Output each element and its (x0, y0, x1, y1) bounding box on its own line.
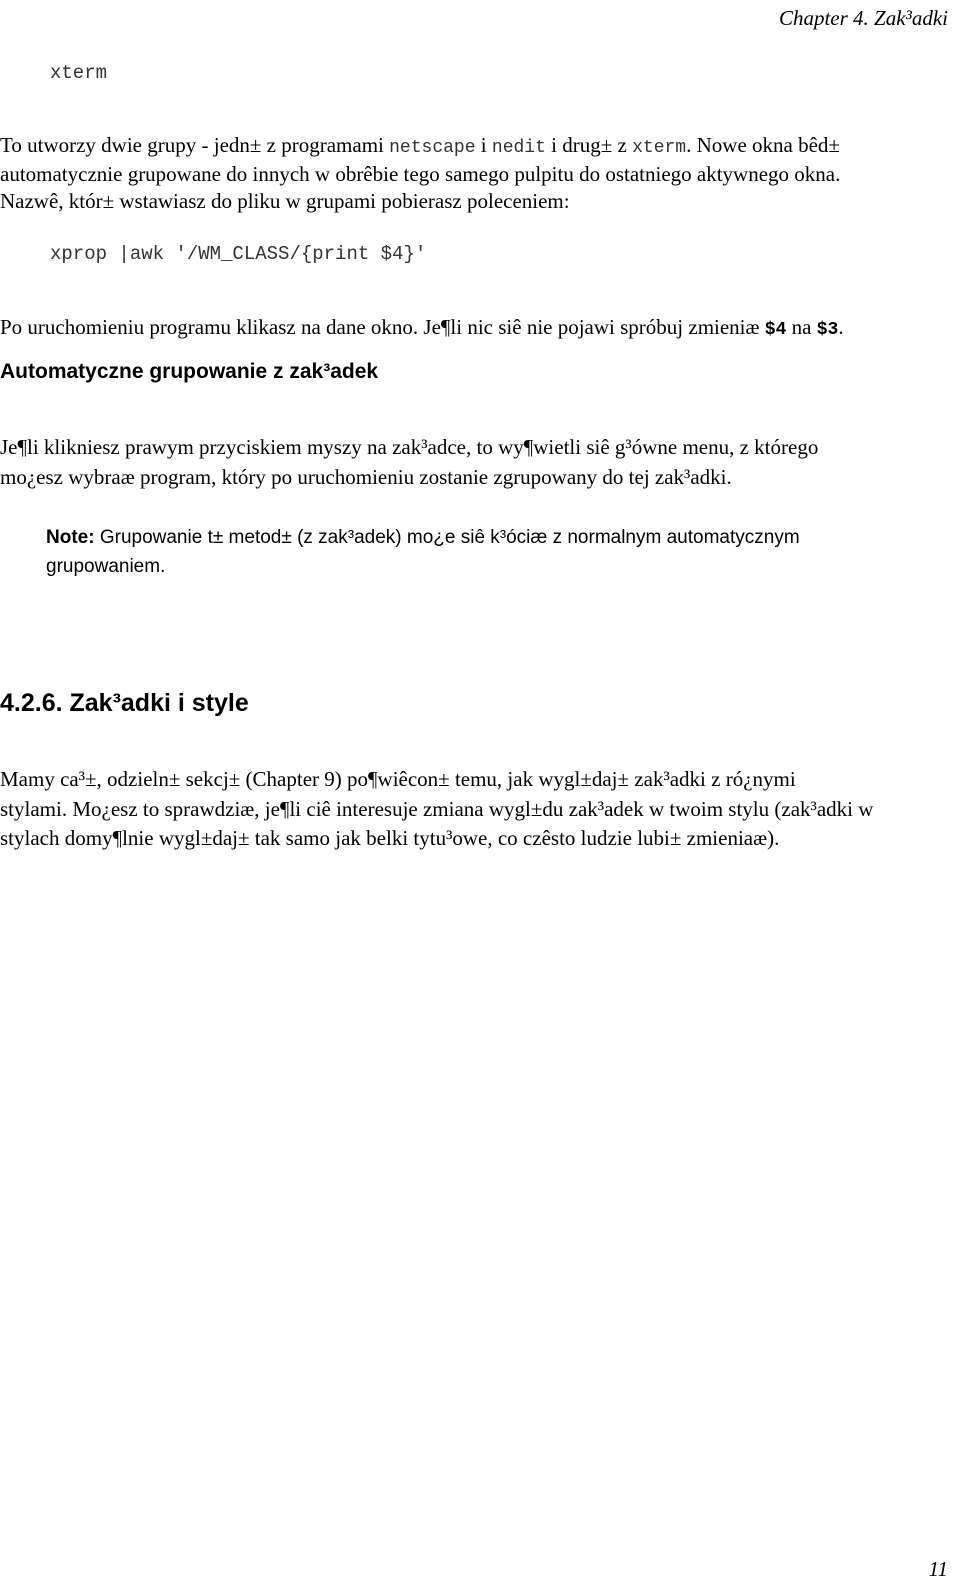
text-span: i drug± z (545, 133, 633, 157)
paragraph-line (0, 131, 840, 163)
note-line (46, 523, 800, 552)
note-label: Note: (46, 527, 95, 548)
paragraph-line: stylach domy¶lnie wygl±daj± tak samo jak belki tytu³owe, co czêsto ludzie lubi± zmieniaæ). (0, 826, 780, 850)
note-text: Grupowanie t± metod± (z zak³adek) mo¿e siê k³óciæ z normalnym automatycznym (94, 527, 800, 548)
paragraph-line: Je¶li klikniesz prawym przyciskiem myszy na zak³adce, to wy¶wietli siê g³ówne menu, z którego (0, 435, 819, 459)
inline-code: netscape (389, 138, 476, 158)
text-span: i (475, 133, 492, 157)
inline-code: $3 (816, 320, 839, 340)
code-block-xprop: xprop |awk '/WM_CLASS/{print $4}' (50, 243, 427, 265)
paragraph-line: mo¿esz wybraæ program, który po uruchomieniu zostanie zgrupowany do tej zak³adki. (0, 465, 732, 489)
paragraph-line: Mamy ca³±, odzieln± sekcj± (Chapter 9) po¶wiêcon± temu, jak wygl±daj± zak³adki z ró¿nymi (0, 767, 796, 791)
inline-code: $4 (764, 320, 787, 340)
section-heading: 4.2.6. Zak³adki i style (0, 689, 249, 717)
paragraph-line: automatycznie grupowane do innych w obrêbie tego samego pulpitu do ostatniego aktywnego okna. (0, 162, 841, 186)
inline-code: xterm (632, 138, 687, 158)
text-span: To utworzy dwie grupy - jedn± z programami (0, 133, 390, 157)
running-header: Chapter 4. Zak³adki (778, 6, 948, 30)
section-heading: Automatyczne grupowanie z zak³adek (0, 360, 379, 383)
text-span: na (786, 315, 817, 339)
text-span: . (838, 315, 844, 339)
text-span: Po uruchomieniu programu klikasz na dane okno. Je¶li nic siê nie pojawi spróbuj zmieniæ (0, 315, 765, 339)
paragraph-line (0, 313, 844, 345)
text-span: . Nowe okna bêd± (686, 133, 840, 157)
inline-code: nedit (491, 138, 546, 158)
page-number: 11 (928, 1557, 948, 1581)
code-block-xterm: xterm (50, 62, 108, 84)
paragraph-line: stylami. Mo¿esz to sprawdziæ, je¶li ciê interesuje zmiana wygl±du zak³adek w twoim stylu (zak³adki w (0, 797, 874, 821)
note-line: grupowaniem. (46, 556, 166, 577)
paragraph-line: Nazwê, któr± wstawiasz do pliku w grupami pobierasz poleceniem: (0, 189, 570, 213)
